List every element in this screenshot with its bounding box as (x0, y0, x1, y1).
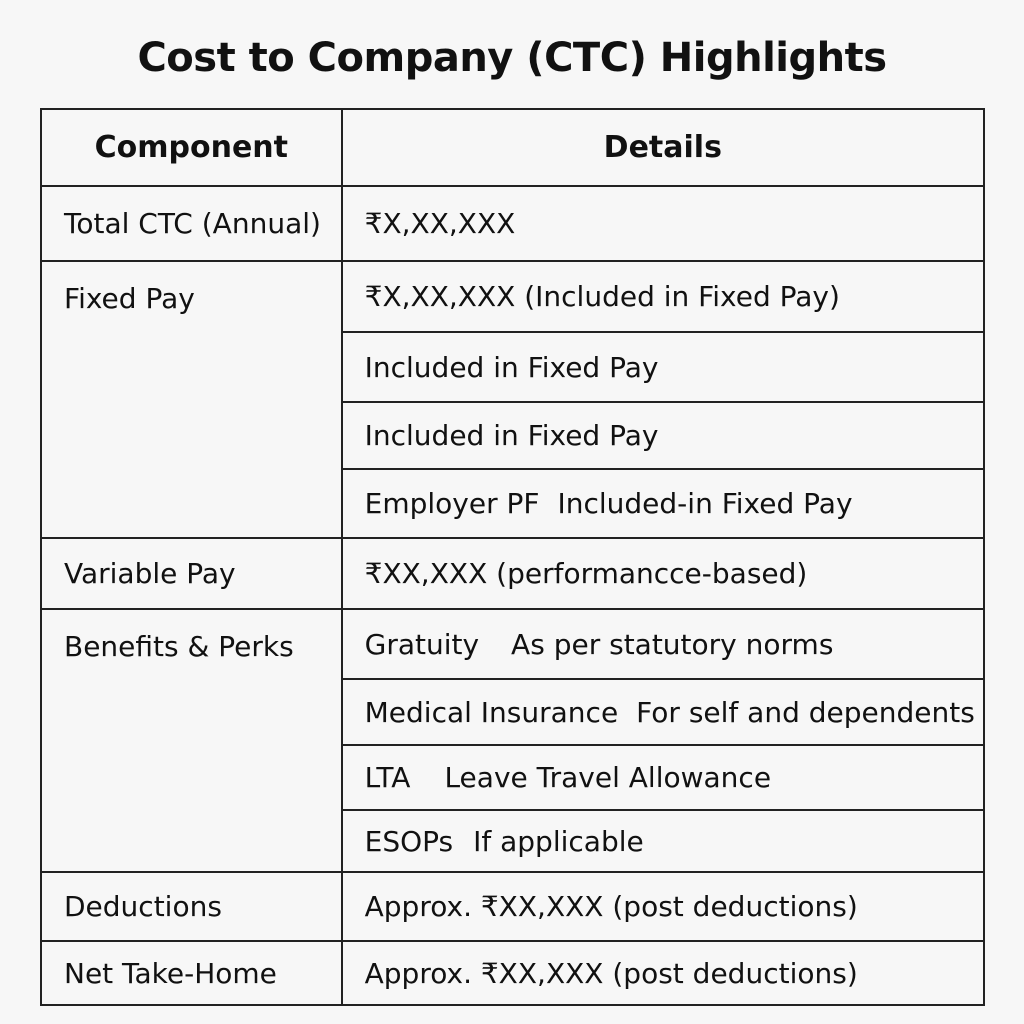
table-header-row (41, 109, 984, 186)
cell-component-benefits: Benefits & Perks (41, 609, 342, 872)
gratuity-label: Gratuity (364, 627, 480, 661)
cell-details-fixed-pay-2: Included in Fixed Pay (342, 332, 984, 402)
header-details: Details (342, 109, 984, 186)
medical-insurance-label: Medical Insurance (364, 695, 619, 729)
cell-details-fixed-pay-4 (342, 469, 984, 538)
header-component: Component (41, 109, 342, 186)
ctc-table (40, 108, 985, 1006)
cell-component-total-ctc: Total CTC (Annual) (41, 186, 342, 261)
medical-insurance-value: For self and dependents (636, 695, 975, 729)
table-row-net-take-home (41, 941, 984, 1005)
cell-details-deductions: Approx. ₹XX,XXX (post deductions) (342, 872, 984, 941)
cell-details-fixed-pay-3: Included in Fixed Pay (342, 402, 984, 469)
cell-component-variable-pay: Variable Pay (41, 538, 342, 609)
table-row-variable-pay (41, 538, 984, 609)
gratuity-value: As per statutory norms (511, 627, 834, 661)
lta-label: LTA (364, 761, 411, 794)
table-row-fixed-pay-1 (41, 261, 984, 332)
table-row-benefits-1 (41, 609, 984, 679)
employer-pf-value: Included-in Fixed Pay (557, 487, 853, 520)
cell-details-gratuity (342, 609, 984, 679)
cell-component-deductions: Deductions (41, 872, 342, 941)
esops-value: If applicable (473, 824, 644, 858)
cell-details-total-ctc: ₹X,XX,XXX (342, 186, 984, 261)
page-title: Cost to Company (CTC) Highlights (137, 35, 887, 81)
cell-details-medical-insurance (342, 679, 984, 745)
cell-details-lta (342, 745, 984, 810)
table-row-total-ctc (41, 186, 984, 261)
cell-details-esops (342, 810, 984, 872)
employer-pf-label: Employer PF (364, 487, 540, 520)
cell-details-variable-pay: ₹XX,XXX (performancce-based) (342, 538, 984, 609)
cell-component-fixed-pay: Fixed Pay (41, 261, 342, 538)
cell-details-fixed-pay-1: ₹X,XX,XXX (Included in Fixed Pay) (342, 261, 984, 332)
table-row-deductions (41, 872, 984, 941)
esops-label: ESOPs (364, 824, 454, 858)
cell-component-net-take-home: Net Take-Home (41, 941, 342, 1005)
cell-details-net-take-home: Approx. ₹XX,XXX (post deductions) (342, 941, 984, 1005)
lta-value: Leave Travel Allowance (444, 761, 772, 794)
